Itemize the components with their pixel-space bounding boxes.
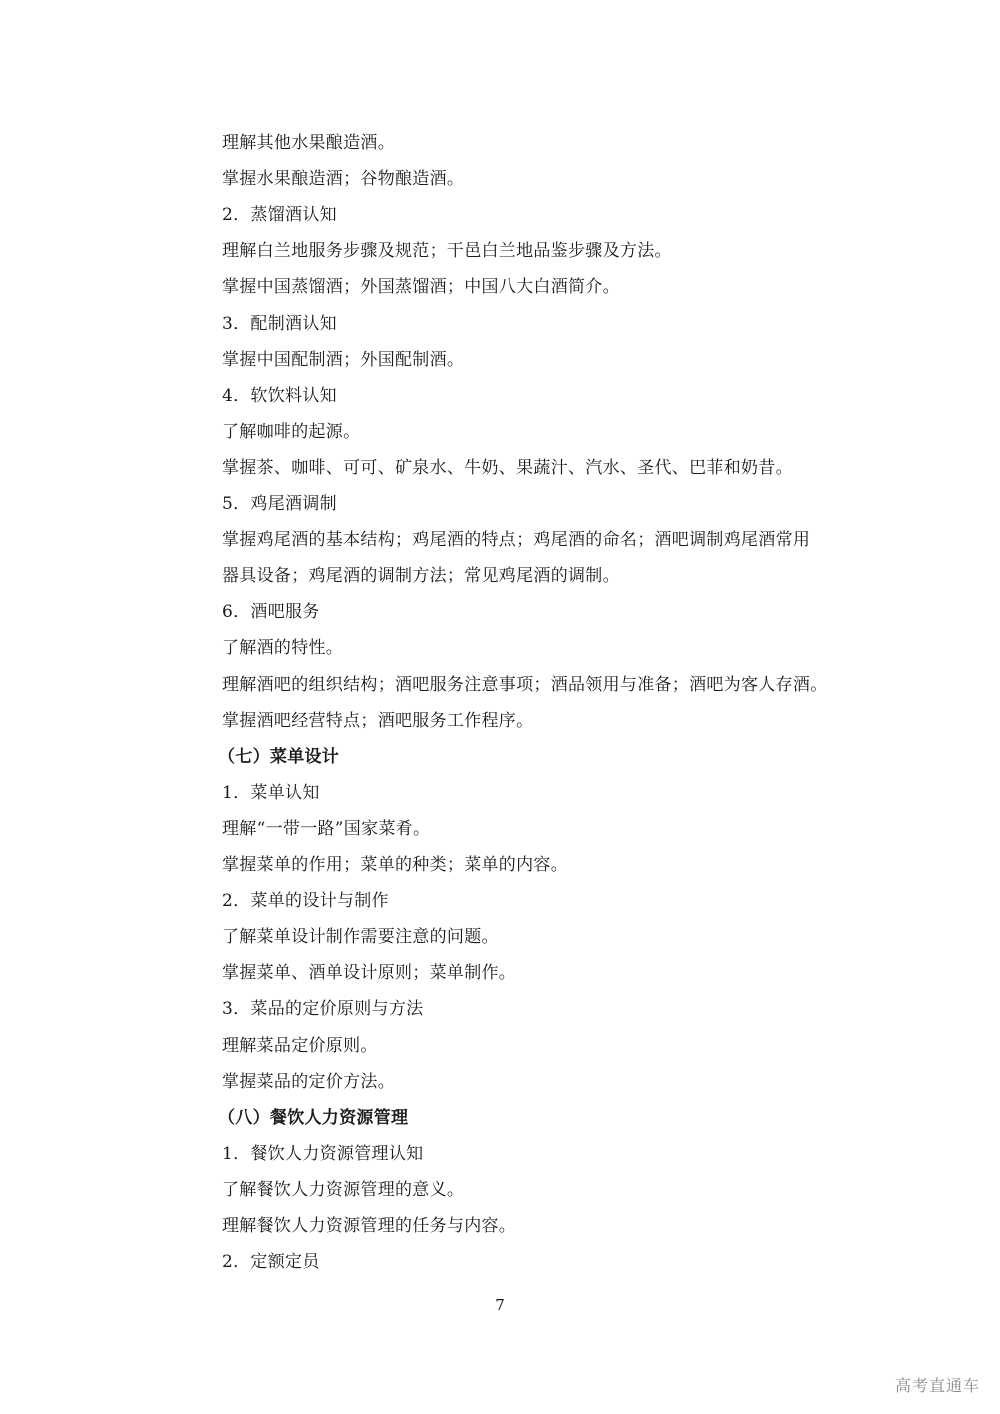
text-line: 6．酒吧服务 [222,602,320,622]
text-line: 3．配制酒认知 [222,314,337,334]
watermark: 高考直通车 [894,1376,980,1395]
section-heading: （八）餐饮人力资源管理 [218,1108,409,1128]
text-line: 理解餐饮人力资源管理的任务与内容。 [222,1216,517,1236]
text-line: 理解其他水果酿造酒。 [222,133,395,153]
text-line: 2．定额定员 [222,1252,320,1272]
text-line: 掌握鸡尾酒的基本结构；鸡尾酒的特点；鸡尾酒的命名；酒吧调制鸡尾酒常用 [222,530,811,550]
text-line: 4．软饮料认知 [222,386,337,406]
text-line: 了解咖啡的起源。 [222,422,361,442]
text-line: 掌握菜品的定价方法。 [222,1072,395,1092]
text-line: 理解白兰地服务步骤及规范；干邑白兰地品鉴步骤及方法。 [222,241,672,261]
section-heading: （七）菜单设计 [218,747,340,767]
page-number: 7 [495,1296,505,1314]
text-line: 掌握茶、咖啡、可可、矿泉水、牛奶、果蔬汁、汽水、圣代、巴菲和奶昔。 [222,458,793,478]
text-line: 掌握中国蒸馏酒；外国蒸馏酒；中国八大白酒简介。 [222,277,620,297]
text-line: 5．鸡尾酒调制 [222,494,337,514]
text-line: 了解菜单设计制作需要注意的问题。 [222,927,499,947]
text-line: 掌握中国配制酒；外国配制酒。 [222,350,465,370]
text-line: 掌握菜单、酒单设计原则；菜单制作。 [222,963,517,983]
text-line: 1．餐饮人力资源管理认知 [222,1144,424,1164]
text-line: 2．蒸馏酒认知 [222,205,337,225]
text-line: 2．菜单的设计与制作 [222,891,389,911]
text-line: 器具设备；鸡尾酒的调制方法；常见鸡尾酒的调制。 [222,566,620,586]
text-line: 掌握水果酿造酒；谷物酿造酒。 [222,169,465,189]
text-line: 掌握酒吧经营特点；酒吧服务工作程序。 [222,711,534,731]
text-line: 1．菜单认知 [222,783,320,803]
text-line: 3．菜品的定价原则与方法 [222,999,424,1019]
text-line: 理解“一带一路”国家菜肴。 [222,819,431,839]
text-line: 理解菜品定价原则。 [222,1036,378,1056]
text-line: 了解餐饮人力资源管理的意义。 [222,1180,465,1200]
text-line: 了解酒的特性。 [222,638,344,658]
text-line: 掌握菜单的作用；菜单的种类；菜单的内容。 [222,855,568,875]
text-line: 理解酒吧的组织结构；酒吧服务注意事项；酒品领用与准备；酒吧为客人存酒。 [222,675,828,695]
